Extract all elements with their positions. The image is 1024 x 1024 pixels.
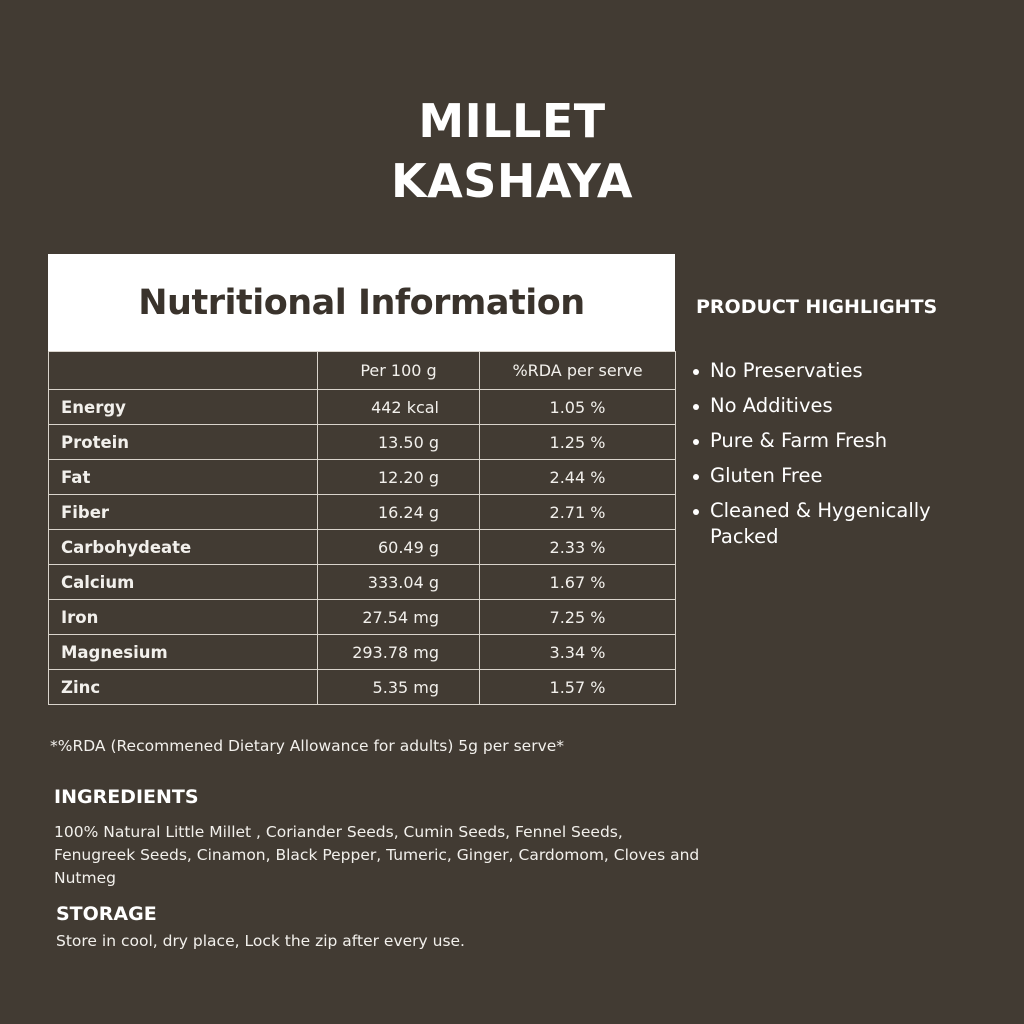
table-row [49, 530, 676, 565]
nutrient-per-100g: 442 kcal [318, 390, 480, 425]
highlight-text: No Preservaties [710, 359, 863, 382]
header-per-100g: Per 100 g [318, 352, 480, 390]
nutrition-heading: Nutritional Information [48, 254, 675, 351]
nutrient-rda: 7.25 % [480, 600, 676, 635]
table-row [49, 495, 676, 530]
nutrient-per-100g: 333.04 g [318, 565, 480, 600]
bullet-icon [693, 509, 699, 515]
bullet-icon [693, 404, 699, 410]
bullet-icon [693, 369, 699, 375]
nutrition-header-row [49, 352, 676, 390]
nutrient-per-100g: 13.50 g [318, 425, 480, 460]
nutrient-rda: 2.33 % [480, 530, 676, 565]
table-row [49, 670, 676, 705]
nutrient-per-100g: 12.20 g [318, 460, 480, 495]
highlights-list [692, 358, 992, 559]
nutrient-rda: 1.57 % [480, 670, 676, 705]
table-row [49, 390, 676, 425]
product-title-line-1: MILLET [418, 94, 606, 148]
nutrient-per-100g: 5.35 mg [318, 670, 480, 705]
table-row [49, 460, 676, 495]
ingredients-text: 100% Natural Little Millet , Coriander Seeds, Cumin Seeds, Fennel Seeds, Fenugreek Seeds, Cinamon, Black Pepper, Tumeric, Ginger, Cardomom, Cloves and Nutmeg [54, 823, 700, 887]
rda-footnote: *%RDA (Recommened Dietary Allowance for adults) 5g per serve* [50, 737, 565, 755]
nutrient-per-100g: 27.54 mg [318, 600, 480, 635]
table-row [49, 565, 676, 600]
nutrient-name: Energy [49, 390, 318, 425]
highlight-text: Pure & Farm Fresh [710, 429, 888, 452]
nutrient-rda: 3.34 % [480, 635, 676, 670]
product-title-line-2: KASHAYA [390, 154, 634, 208]
nutrient-name: Magnesium [49, 635, 318, 670]
nutrient-rda: 1.67 % [480, 565, 676, 600]
highlight-item [692, 498, 992, 550]
highlight-text: No Additives [710, 394, 833, 417]
header-rda: %RDA per serve [480, 352, 676, 390]
nutrient-name: Iron [49, 600, 318, 635]
storage-text: Store in cool, dry place, Lock the zip after every use. [56, 932, 465, 950]
highlight-item [692, 428, 992, 454]
storage-heading: STORAGE [56, 903, 157, 925]
nutrient-per-100g: 16.24 g [318, 495, 480, 530]
nutrition-table [48, 351, 676, 705]
highlights-heading: PRODUCT HIGHLIGHTS [696, 296, 938, 318]
nutrient-name: Protein [49, 425, 318, 460]
nutrient-per-100g: 293.78 mg [318, 635, 480, 670]
table-row [49, 425, 676, 460]
ingredients-heading: INGREDIENTS [54, 786, 199, 808]
header-nutrient [49, 352, 318, 390]
nutrient-per-100g: 60.49 g [318, 530, 480, 565]
nutrient-rda: 2.44 % [480, 460, 676, 495]
bullet-icon [693, 439, 699, 445]
highlight-item [692, 393, 992, 419]
nutrition-rows [49, 390, 676, 705]
nutrient-name: Fiber [49, 495, 318, 530]
bullet-icon [693, 474, 699, 480]
nutrient-rda: 1.05 % [480, 390, 676, 425]
nutrient-name: Zinc [49, 670, 318, 705]
nutrient-name: Carbohydeate [49, 530, 318, 565]
table-row [49, 600, 676, 635]
nutrient-rda: 1.25 % [480, 425, 676, 460]
table-row [49, 635, 676, 670]
highlight-item [692, 463, 992, 489]
highlight-text: Cleaned & Hygenically Packed [710, 499, 931, 548]
highlight-item [692, 358, 992, 384]
nutrient-name: Calcium [49, 565, 318, 600]
nutrient-rda: 2.71 % [480, 495, 676, 530]
nutrient-name: Fat [49, 460, 318, 495]
highlight-text: Gluten Free [710, 464, 823, 487]
